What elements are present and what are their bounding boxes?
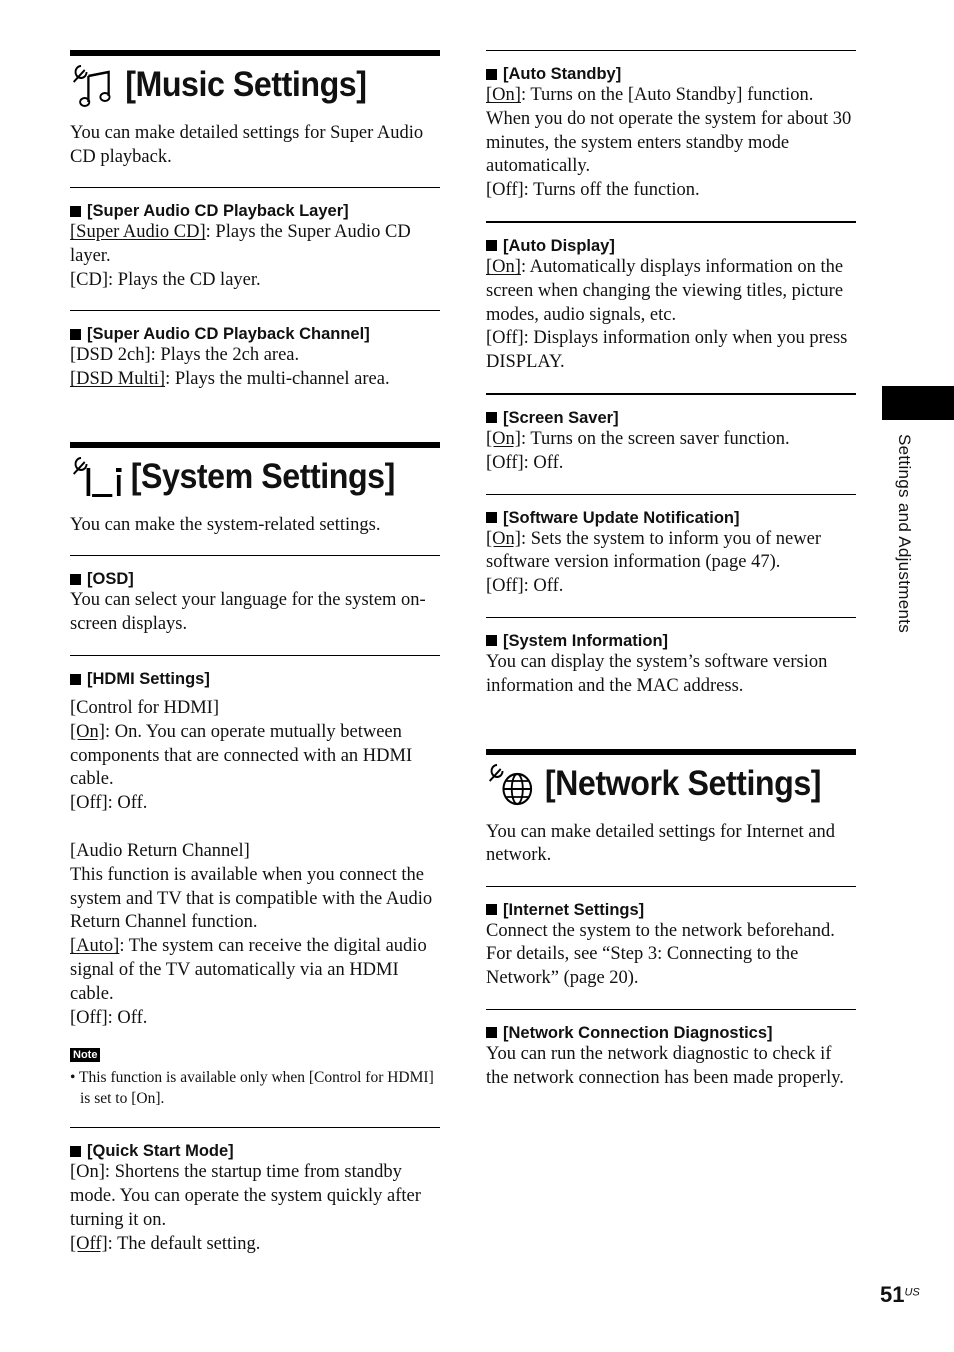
chapter-tab-label [892, 434, 916, 694]
item-heading: [OSD] [87, 570, 134, 589]
hdmi-item [70, 655, 440, 1109]
auto-display-item [486, 221, 856, 375]
item-desc: You can run the network diagnostic to check if the network connection has been made properly. [486, 1043, 844, 1088]
square-bullet-icon [486, 1027, 497, 1038]
screen-saver-item [486, 393, 856, 476]
note-badge: Note [70, 1048, 100, 1062]
option-desc: : On. You can operate mutually between components that are connected with an HDMI cable. [70, 721, 413, 790]
default-option: [On] [486, 85, 521, 105]
item-heading: [HDMI Settings] [87, 670, 210, 689]
item-desc: This function is available when you connect the system and TV that is compatible with the Audio Return Channel function. [70, 864, 433, 933]
section-title [70, 454, 410, 500]
network-diagnostics-item [486, 1009, 856, 1091]
option-desc: [On]: Shortens the startup time from standby mode. You can operate the system quickly after turning it on. [70, 1162, 421, 1231]
item-heading: [System Information] [503, 631, 669, 650]
music-settings-title: [Music Settings] [125, 65, 367, 104]
item-desc: Connect the system to the network beforehand. For details, see “Step 3: Connecting to the Network” (page 20). [486, 920, 835, 989]
network-settings-icon [486, 761, 538, 807]
option-desc: : Plays the multi-channel area. [165, 369, 390, 390]
osd-item [70, 555, 440, 637]
system-settings-icon [70, 454, 125, 500]
square-bullet-icon [486, 412, 497, 423]
option-desc: : Sets the system to inform you of newer software version information (page 47). [486, 528, 822, 573]
default-option: [Off] [70, 1233, 108, 1254]
chapter-tab-text: Settings and Adjustments [895, 434, 914, 634]
default-option: [Super Audio CD] [70, 222, 206, 242]
square-bullet-icon [486, 904, 497, 915]
item-desc: You can select your language for the system on-screen displays. [70, 590, 426, 635]
square-bullet-icon [70, 329, 81, 340]
option-desc: [Off]: Off. [486, 576, 564, 597]
page-number-suffix: US [904, 1286, 920, 1299]
music-intro: You can make detailed settings for Super Audio CD playback. [70, 123, 424, 167]
option-desc: [Off]: Turns off the function. [486, 180, 700, 201]
chapter-tab-marker [882, 386, 954, 420]
option-desc: : The default setting. [107, 1233, 261, 1254]
option-desc: : Turns on the screen saver function. [520, 428, 790, 449]
system-settings-section [70, 442, 440, 500]
item-heading: [Network Connection Diagnostics] [503, 1023, 773, 1042]
system-intro: You can make the system-related settings. [70, 514, 381, 535]
item-heading: [Auto Display] [503, 236, 615, 255]
item-heading: [Super Audio CD Playback Channel] [87, 325, 370, 344]
system-settings-title: [System Settings] [130, 456, 395, 496]
default-option: [DSD Multi] [70, 369, 166, 390]
music-settings-section [70, 50, 440, 108]
item-heading: [Screen Saver] [503, 408, 619, 427]
network-intro: You can make detailed settings for Internet and network. [486, 821, 836, 866]
right-column [486, 50, 856, 1091]
section-title [486, 761, 826, 807]
item-heading: [Auto Standby] [503, 65, 622, 83]
default-option: [On] [486, 528, 521, 549]
option-desc: [Off]: Off. [70, 1007, 148, 1028]
square-bullet-icon [70, 1146, 81, 1157]
square-bullet-icon [70, 674, 81, 685]
option-desc: : Turns on the [Auto Standby] function. When you do not operate the system for about 30 minutes, the system enters standby mode automatically. [486, 85, 852, 177]
option-desc: : The system can receive the digital audio signal of the TV automatically via an HDMI cable. [70, 936, 427, 1004]
super-audio-layer-item [70, 187, 440, 292]
item-heading: [Super Audio CD Playback Layer] [87, 202, 349, 220]
option-desc: : Plays the Super Audio CD layer. [70, 222, 411, 266]
page-number [880, 1282, 920, 1308]
default-option: [Auto] [70, 936, 120, 957]
music-settings-icon [70, 62, 118, 108]
option-desc: [Off]: Off. [70, 793, 148, 814]
default-option: [On] [486, 428, 521, 449]
item-desc: You can display the system’s software version information and the MAC address. [486, 651, 828, 696]
square-bullet-icon [70, 206, 81, 217]
network-settings-section [486, 749, 856, 807]
option-desc: [Off]: Off. [486, 452, 564, 473]
page-number-value: 51 [880, 1282, 905, 1307]
item-heading: [Software Update Notification] [503, 508, 740, 527]
system-info-item [486, 617, 856, 699]
note-text: • This function is available only when [Control for HDMI] is set to [On]. [70, 1069, 434, 1108]
quick-start-item [70, 1127, 440, 1256]
network-settings-title: [Network Settings] [544, 763, 822, 803]
left-column [70, 50, 440, 1257]
square-bullet-icon [486, 512, 497, 523]
square-bullet-icon [486, 240, 497, 251]
option-desc: [CD]: Plays the CD layer. [70, 269, 261, 290]
auto-standby-item [486, 50, 856, 203]
internet-settings-item [486, 886, 856, 991]
square-bullet-icon [486, 69, 497, 80]
square-bullet-icon [70, 574, 81, 585]
option-desc: [DSD 2ch]: Plays the 2ch area. [70, 345, 300, 366]
item-heading: [Internet Settings] [503, 900, 645, 919]
sub-heading: [Audio Return Channel] [70, 841, 250, 862]
super-audio-channel-item [70, 310, 440, 392]
default-option: [On] [70, 721, 105, 742]
option-desc: : Automatically displays information on the screen when changing the viewing titles, picture modes, audio signals, etc. [486, 256, 844, 325]
default-option: [On] [486, 256, 521, 277]
sub-heading: [Control for HDMI] [70, 698, 220, 719]
square-bullet-icon [486, 635, 497, 646]
item-heading: [Quick Start Mode] [87, 1142, 234, 1161]
section-title [70, 62, 410, 108]
option-desc: [Off]: Displays information only when you press DISPLAY. [486, 328, 848, 373]
software-update-item [486, 494, 856, 599]
